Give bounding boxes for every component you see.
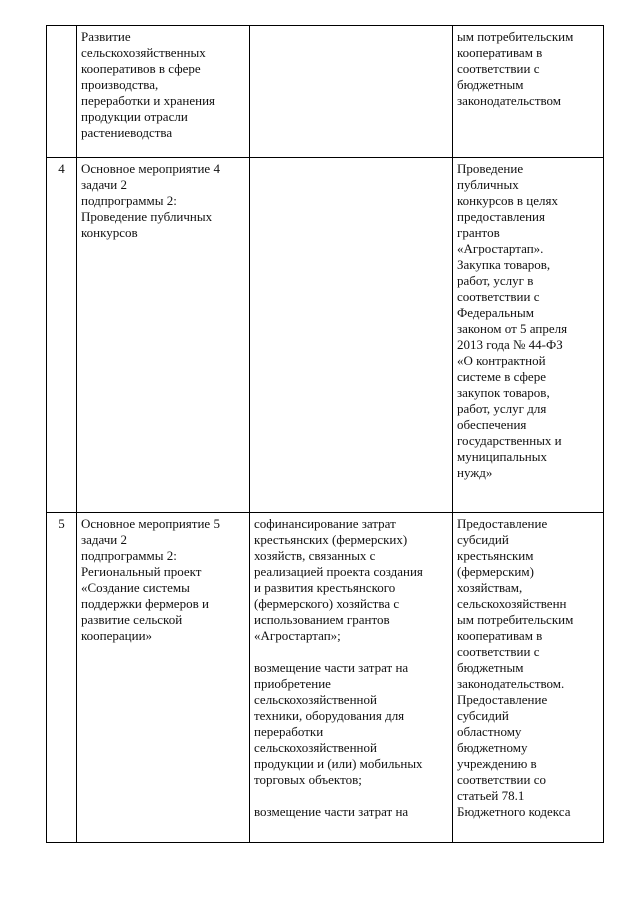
event-text: Развитие сельскохозяйственных кооперативов в сфере производства, переработки и хранения продукции отрасли растениеводства xyxy=(81,29,216,140)
event-cell xyxy=(77,513,250,843)
mechanism-text: ым потребительским кооперативам в соответствии с бюджетным законодательством xyxy=(457,29,574,108)
table-row xyxy=(47,513,604,843)
event-text: Основное мероприятие 5 задачи 2 подпрограммы 2: Региональный проект «Создание системы поддержки фермеров и развитие сельской кооперации» xyxy=(81,516,220,643)
mechanism-cell xyxy=(453,158,604,513)
directions-cell xyxy=(250,158,453,513)
directions-cell xyxy=(250,26,453,158)
direction-paragraph: софинансирование затрат крестьянских (фермерских) хозяйств, связанных с реализацией проекта создания и развития крестьянского (фермерского) хозяйства с использованием грантов «Агростартап»; xyxy=(254,516,423,643)
table-row xyxy=(47,158,604,513)
mechanism-text: Предоставление субсидий крестьянским (фермерским) хозяйствам, сельскохозяйственн ым потребительским кооперативам в соответствии с бюджетным законодательством. Предоставление субсидий областному бюджетному учреждению в соответствии со статьей 78.1 Бюджетного кодекса xyxy=(457,516,574,819)
mechanism-cell xyxy=(453,26,604,158)
event-cell xyxy=(77,158,250,513)
mechanism-text: Проведение публичных конкурсов в целях предоставления грантов «Агростартап». Закупка товаров, работ, услуг в соответствии с Федеральным законом от 5 апреля 2013 года № 44-ФЗ «О контрактной системе в сфере закупок товаров, работ, услуг для обеспечения государственных и муниципальных нужд» xyxy=(457,161,568,480)
directions-cell xyxy=(250,513,453,843)
direction-paragraph: возмещение части затрат на xyxy=(254,804,409,819)
event-text: Основное мероприятие 4 задачи 2 подпрограммы 2: Проведение публичных конкурсов xyxy=(81,161,220,240)
row-number: 5 xyxy=(47,513,77,843)
table-row xyxy=(47,26,604,158)
mechanism-cell xyxy=(453,513,604,843)
direction-paragraph: возмещение части затрат на приобретение сельскохозяйственной техники, оборудования для переработки сельскохозяйственной продукции и (или) мобильных торговых объектов; xyxy=(254,660,423,787)
row-number: 4 xyxy=(47,158,77,513)
event-cell xyxy=(77,26,250,158)
row-number xyxy=(47,26,77,158)
document-table xyxy=(46,25,604,843)
